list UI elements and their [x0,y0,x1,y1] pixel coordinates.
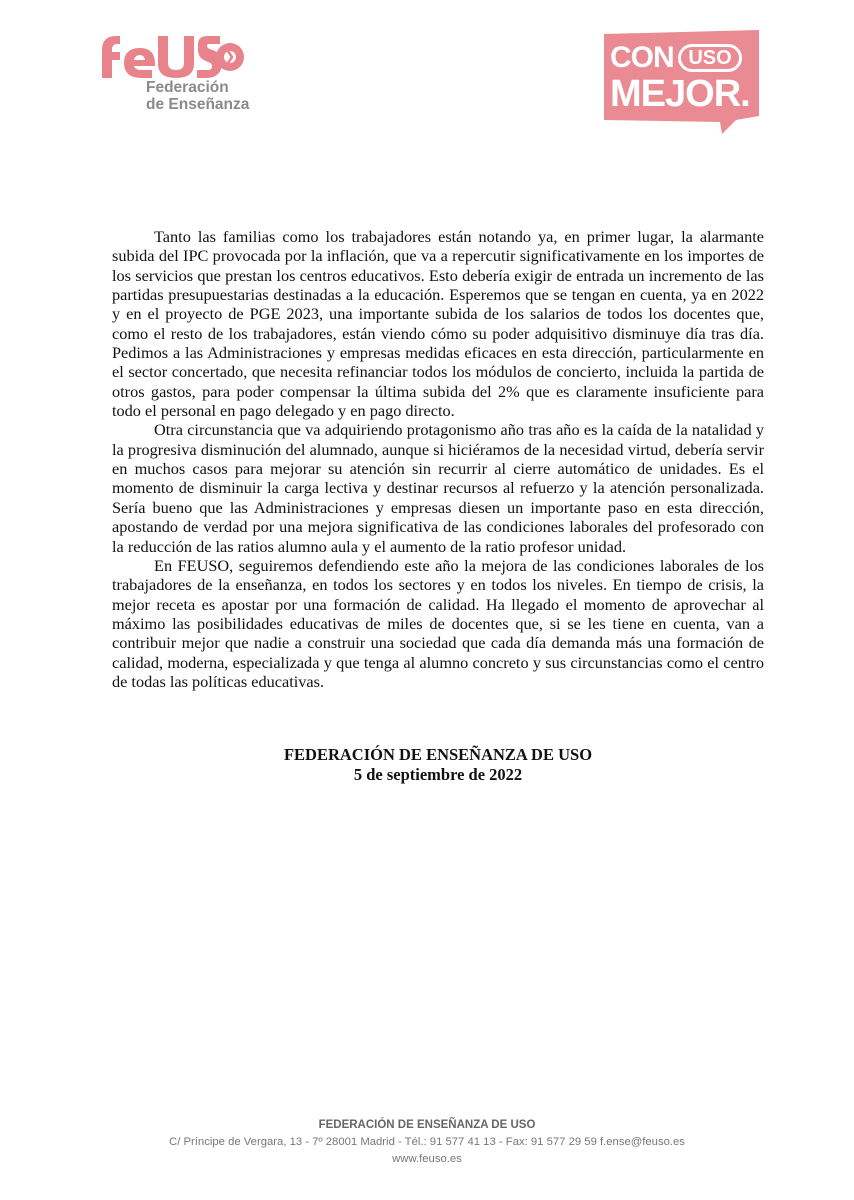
signature-organization: FEDERACIÓN DE ENSEÑANZA DE USO [283,745,593,764]
logo-line-ensenanza: de Enseñanza [146,96,250,113]
footer-website: www.feuso.es [392,1153,462,1165]
logo-uso-badge: USO [678,44,742,72]
logo-line-federacion: Federación [146,79,229,96]
feuso-logo [88,30,258,120]
footer-title: FEDERACIÓN DE ENSEÑANZA DE USO [318,1119,536,1131]
letter-body [112,227,764,691]
paragraph-3: En FEUSO, seguiremos defendiendo este año la mejora de las condiciones laborales de los trabajadores de la enseñanza, en todos los sectores y en todos los niveles. En tiempo de crisis, la mejor receta es apostar por una formación de calidad. Ha llegado el momento de aprovechar al máximo las posibilidades educativas de miles de docentes que, si se les tiene en cuenta, van a contribuir mejor que nadie a construir una sociedad que cada día demanda más una formación de calidad, moderna, especializada y que tenga al alumno concreto y sus circunstancias como el centro de todas las políticas educativas. [112,555,764,691]
signature-block [112,745,764,785]
paragraph-1: Tanto las familias como los trabajadores están notando ya, en primer lugar, la alarmante subida del IPC provocada por la inflación, que va a repercutir significativamente en los importes de los servicios que prestan los centros educativos. Esto debería exigir de entrada un incremento de las partidas presupuestarias destinadas a la educación. Esperemos que se tengan en cuenta, ya en 2022 y en el proyecto de PGE 2023, una importante subida de los salarios de todos los docentes que, como el resto de los trabajadores, están viendo cómo su poder adquisitivo disminuye día tras día. Pedimos a las Administraciones y empresas medidas eficaces en esta dirección, particularmente en el sector concertado, que necesita refinanciar todos los módulos de concierto, incluida la partida de otros gastos, para poder compensar la última subida del 2% que es claramente insuficiente para todo el personal en pago delegado y en pago directo. [112,227,764,421]
con-uso-mejor-logo [602,30,762,136]
signature-date: 5 de septiembre de 2022 [353,765,523,784]
feuso-wordmark-icon [88,30,248,80]
paragraph-2: Otra circunstancia que va adquiriendo protagonismo año tras año es la caída de la natalidad y la progresiva disminución del alumnado, aunque si hiciéramos de la necesidad virtud, debería servir en muchos casos para mejorar su atención sin recurrir al cierre automático de unidades. Es el momento de disminuir la carga lectiva y destinar recursos al refuerzo y la atención personalizada. Sería bueno que las Administraciones y empresas diesen un importante paso en esta dirección, apostando de verdad por una mejora significativa de las condiciones laborales del profesorado con la reducción de las ratios alumno aula y el aumento de la ratio profesor unidad. [112,420,764,556]
page-footer [100,1117,754,1168]
footer-address: C/ Príncipe de Vergara, 13 - 7º 28001 Madrid - Tél.: 91 577 41 13 - Fax: 91 577 29 59 f.ense@feuso.es [169,1136,685,1148]
logo-mejor-text: MEJOR. [610,73,750,115]
logo-con-text: CON [610,41,674,74]
